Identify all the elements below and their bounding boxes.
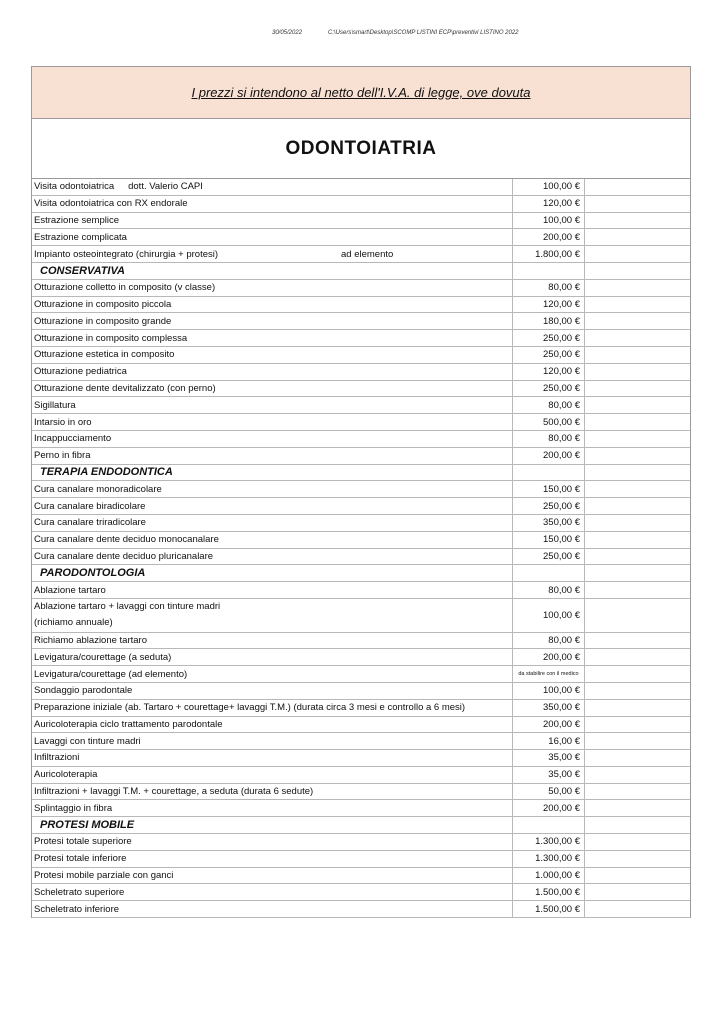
service-description — [32, 767, 513, 783]
empty-cell — [585, 834, 690, 850]
empty-cell — [585, 414, 690, 430]
table-row — [32, 784, 690, 801]
price-cell — [513, 565, 585, 581]
empty-cell — [585, 700, 690, 716]
price-cell: 200,00 € — [513, 717, 585, 733]
vat-note-banner — [31, 66, 691, 119]
empty-cell — [585, 532, 690, 548]
price-cell: 1.500,00 € — [513, 901, 585, 917]
service-description — [32, 179, 513, 195]
price-cell: 250,00 € — [513, 498, 585, 514]
service-description-text: Impianto osteointegrato (chirurgia + protesi) — [34, 248, 219, 260]
table-row — [32, 297, 690, 314]
service-description — [32, 481, 513, 497]
service-description — [32, 364, 513, 380]
service-description — [32, 549, 513, 565]
service-description-text: Sigillatura — [34, 399, 76, 411]
section-title-box — [31, 119, 691, 179]
price-cell: 80,00 € — [513, 280, 585, 296]
price-cell: 200,00 € — [513, 800, 585, 816]
price-cell: 500,00 € — [513, 414, 585, 430]
empty-cell — [585, 717, 690, 733]
service-description-text: Scheletrato superiore — [34, 886, 125, 898]
unit-label: ad elemento — [341, 248, 394, 260]
service-description-text: Intarsio in oro — [34, 416, 92, 428]
price-cell: 35,00 € — [513, 767, 585, 783]
empty-cell — [585, 481, 690, 497]
table-row — [32, 481, 690, 498]
service-description — [32, 700, 513, 716]
service-description — [32, 733, 513, 749]
table-row — [32, 498, 690, 515]
table-row — [32, 532, 690, 549]
price-note: da stabilire con il medico — [513, 666, 585, 682]
service-description-text: Cura canalare biradicolare — [34, 500, 146, 512]
service-description — [32, 851, 513, 867]
empty-cell — [585, 196, 690, 212]
service-description — [32, 582, 513, 598]
empty-cell — [585, 565, 690, 581]
empty-cell — [585, 213, 690, 229]
price-cell: 250,00 € — [513, 347, 585, 363]
table-row — [32, 582, 690, 599]
table-row — [32, 381, 690, 398]
table-row — [32, 851, 690, 868]
table-row — [32, 280, 690, 297]
price-cell: 1.800,00 € — [513, 246, 585, 262]
table-row — [32, 599, 690, 633]
empty-cell — [585, 683, 690, 699]
service-description — [32, 633, 513, 649]
service-description — [32, 868, 513, 884]
service-description-text: Visita odontoiatrica con RX endorale — [34, 198, 188, 210]
service-description-text: Cura canalare monoradicolare — [34, 483, 162, 495]
empty-cell — [585, 767, 690, 783]
table-row — [32, 414, 690, 431]
price-cell: 120,00 € — [513, 196, 585, 212]
service-description-text: Auricoloterapia ciclo trattamento parodontale — [34, 718, 223, 730]
price-cell: 80,00 € — [513, 431, 585, 447]
price-cell: 100,00 € — [513, 599, 585, 632]
service-description — [32, 800, 513, 816]
service-description-text: Otturazione dente devitalizzato (con perno) — [34, 382, 216, 394]
price-cell: 1.300,00 € — [513, 851, 585, 867]
table-row — [32, 213, 690, 230]
section-heading: PROTESI MOBILE — [32, 817, 513, 833]
service-description — [32, 297, 513, 313]
price-cell: 350,00 € — [513, 700, 585, 716]
service-description — [32, 330, 513, 346]
price-cell: 250,00 € — [513, 330, 585, 346]
empty-cell — [585, 817, 690, 833]
table-row — [32, 364, 690, 381]
service-description — [32, 431, 513, 447]
price-cell: 100,00 € — [513, 179, 585, 195]
empty-cell — [585, 582, 690, 598]
price-cell: 1.300,00 € — [513, 834, 585, 850]
table-row — [32, 717, 690, 734]
service-description — [32, 246, 513, 262]
service-description-text: Incappucciamento — [34, 433, 112, 445]
service-description-text: Otturazione estetica in composito — [34, 349, 175, 361]
service-description-text: Scheletrato inferiore — [34, 903, 120, 915]
section-header-row — [32, 263, 690, 280]
table-row — [32, 767, 690, 784]
service-description — [32, 498, 513, 514]
empty-cell — [585, 750, 690, 766]
service-description — [32, 196, 513, 212]
table-row — [32, 700, 690, 717]
price-cell — [513, 263, 585, 279]
price-cell — [513, 465, 585, 481]
price-table — [31, 179, 691, 918]
service-description — [32, 683, 513, 699]
empty-cell — [585, 448, 690, 464]
service-description — [32, 397, 513, 413]
price-cell: 80,00 € — [513, 633, 585, 649]
service-description-text: Perno in fibra — [34, 450, 91, 462]
doctor-name: dott. Valerio CAPI — [128, 181, 203, 193]
section-heading: CONSERVATIVA — [32, 263, 513, 279]
empty-cell — [585, 347, 690, 363]
price-cell: 80,00 € — [513, 582, 585, 598]
file-path: C:\Users\smart\Desktop\SCOMP LISTINI ECP\preventivi LISTINO 2022 — [328, 30, 519, 36]
service-description-text: Protesi totale superiore — [34, 836, 132, 848]
table-row — [32, 330, 690, 347]
print-header — [0, 30, 724, 40]
section-header-row — [32, 465, 690, 482]
empty-cell — [585, 397, 690, 413]
table-row — [32, 800, 690, 817]
service-description — [32, 515, 513, 531]
empty-cell — [585, 868, 690, 884]
price-cell: 100,00 € — [513, 683, 585, 699]
table-row — [32, 884, 690, 901]
table-row — [32, 834, 690, 851]
price-cell: 16,00 € — [513, 733, 585, 749]
empty-cell — [585, 280, 690, 296]
table-row — [32, 448, 690, 465]
price-cell: 200,00 € — [513, 229, 585, 245]
service-description — [32, 649, 513, 665]
service-description-text: Richiamo ablazione tartaro — [34, 634, 148, 646]
service-description — [32, 229, 513, 245]
table-row — [32, 549, 690, 566]
empty-cell — [585, 549, 690, 565]
service-description-text: Ablazione tartaro — [34, 584, 106, 596]
price-cell: 180,00 € — [513, 313, 585, 329]
empty-cell — [585, 381, 690, 397]
empty-cell — [585, 515, 690, 531]
vat-note-text: I prezzi si intendono al netto dell'I.V.A. di legge, ove dovuta — [191, 85, 531, 100]
service-description — [32, 901, 513, 917]
service-description-text: Auricoloterapia — [34, 769, 98, 781]
service-description-line: (richiamo annuale) — [34, 617, 113, 629]
table-row — [32, 649, 690, 666]
service-description — [32, 414, 513, 430]
empty-cell — [585, 263, 690, 279]
service-description — [32, 280, 513, 296]
section-header-row — [32, 817, 690, 834]
service-description-text: Otturazione in composito piccola — [34, 298, 172, 310]
empty-cell — [585, 330, 690, 346]
price-cell — [513, 817, 585, 833]
service-description — [32, 784, 513, 800]
page-title: ODONTOIATRIA — [285, 137, 437, 159]
service-description-text: Levigatura/courettage (a seduta) — [34, 651, 172, 663]
print-date: 30/05/2022 — [272, 30, 303, 36]
service-description-text: Otturazione pediatrica — [34, 366, 127, 378]
price-cell: 120,00 € — [513, 297, 585, 313]
price-cell: 200,00 € — [513, 649, 585, 665]
service-description-text: Cura canalare dente deciduo monocanalare — [34, 534, 219, 546]
price-cell: 150,00 € — [513, 481, 585, 497]
service-description — [32, 599, 513, 632]
table-row — [32, 229, 690, 246]
price-cell: 250,00 € — [513, 549, 585, 565]
table-row — [32, 733, 690, 750]
price-cell: 80,00 € — [513, 397, 585, 413]
empty-cell — [585, 297, 690, 313]
empty-cell — [585, 431, 690, 447]
price-cell: 100,00 € — [513, 213, 585, 229]
service-description — [32, 313, 513, 329]
empty-cell — [585, 800, 690, 816]
table-row — [32, 666, 690, 683]
service-description-text: Cura canalare triradicolare — [34, 517, 146, 529]
empty-cell — [585, 733, 690, 749]
section-heading: PARODONTOLOGIA — [32, 565, 513, 581]
empty-cell — [585, 649, 690, 665]
empty-cell — [585, 364, 690, 380]
service-description-text: Otturazione in composito grande — [34, 315, 172, 327]
price-cell: 50,00 € — [513, 784, 585, 800]
price-cell: 250,00 € — [513, 381, 585, 397]
service-description — [32, 381, 513, 397]
table-row — [32, 901, 690, 918]
empty-cell — [585, 246, 690, 262]
empty-cell — [585, 901, 690, 917]
section-heading: TERAPIA ENDODONTICA — [32, 465, 513, 481]
service-description — [32, 347, 513, 363]
service-description-text: Estrazione complicata — [34, 231, 127, 243]
service-description-text: Cura canalare dente deciduo pluricanalare — [34, 550, 214, 562]
service-description — [32, 884, 513, 900]
price-cell: 1.000,00 € — [513, 868, 585, 884]
service-description-text: Otturazione in composito complessa — [34, 332, 188, 344]
table-row — [32, 683, 690, 700]
service-description-text: Infiltrazioni + lavaggi T.M. + courettage, a seduta (durata 6 sedute) — [34, 786, 314, 798]
empty-cell — [585, 666, 690, 682]
service-description — [32, 448, 513, 464]
service-description-text: Otturazione colletto in composito (v classe) — [34, 282, 216, 294]
price-cell: 150,00 € — [513, 532, 585, 548]
service-description-text: Levigatura/courettage (ad elemento) — [34, 668, 188, 680]
service-description-text: Preparazione iniziale (ab. Tartaro + courettage+ lavaggi T.M.) (durata circa 3 mesi e controllo a 6 mesi) — [34, 702, 466, 714]
table-row — [32, 750, 690, 767]
price-cell: 120,00 € — [513, 364, 585, 380]
service-description — [32, 750, 513, 766]
table-row — [32, 868, 690, 885]
service-description-text: Estrazione semplice — [34, 214, 120, 226]
service-description — [32, 532, 513, 548]
service-description — [32, 666, 513, 682]
price-cell: 35,00 € — [513, 750, 585, 766]
empty-cell — [585, 498, 690, 514]
table-row — [32, 431, 690, 448]
empty-cell — [585, 784, 690, 800]
service-description — [32, 213, 513, 229]
empty-cell — [585, 884, 690, 900]
service-description — [32, 717, 513, 733]
table-row — [32, 313, 690, 330]
table-row — [32, 246, 690, 263]
price-cell: 350,00 € — [513, 515, 585, 531]
empty-cell — [585, 313, 690, 329]
table-row — [32, 347, 690, 364]
service-description-text: Lavaggi con tinture madri — [34, 735, 141, 747]
service-description-text: Protesi totale inferiore — [34, 853, 127, 865]
service-description — [32, 834, 513, 850]
empty-cell — [585, 229, 690, 245]
service-description-text: Infiltrazioni — [34, 752, 80, 764]
empty-cell — [585, 851, 690, 867]
table-row — [32, 179, 690, 196]
table-row — [32, 196, 690, 213]
table-row — [32, 397, 690, 414]
empty-cell — [585, 599, 690, 632]
service-description-line: Ablazione tartaro + lavaggi con tinture madri — [34, 601, 221, 613]
empty-cell — [585, 633, 690, 649]
table-row — [32, 633, 690, 650]
price-cell: 1.500,00 € — [513, 884, 585, 900]
service-description-text: Splintaggio in fibra — [34, 802, 113, 814]
service-description-text: Protesi mobile parziale con ganci — [34, 870, 174, 882]
section-header-row — [32, 565, 690, 582]
table-row — [32, 515, 690, 532]
empty-cell — [585, 179, 690, 195]
price-cell: 200,00 € — [513, 448, 585, 464]
empty-cell — [585, 465, 690, 481]
service-description-text: Sondaggio parodontale — [34, 685, 133, 697]
service-description-text: Visita odontoiatrica — [34, 181, 115, 193]
